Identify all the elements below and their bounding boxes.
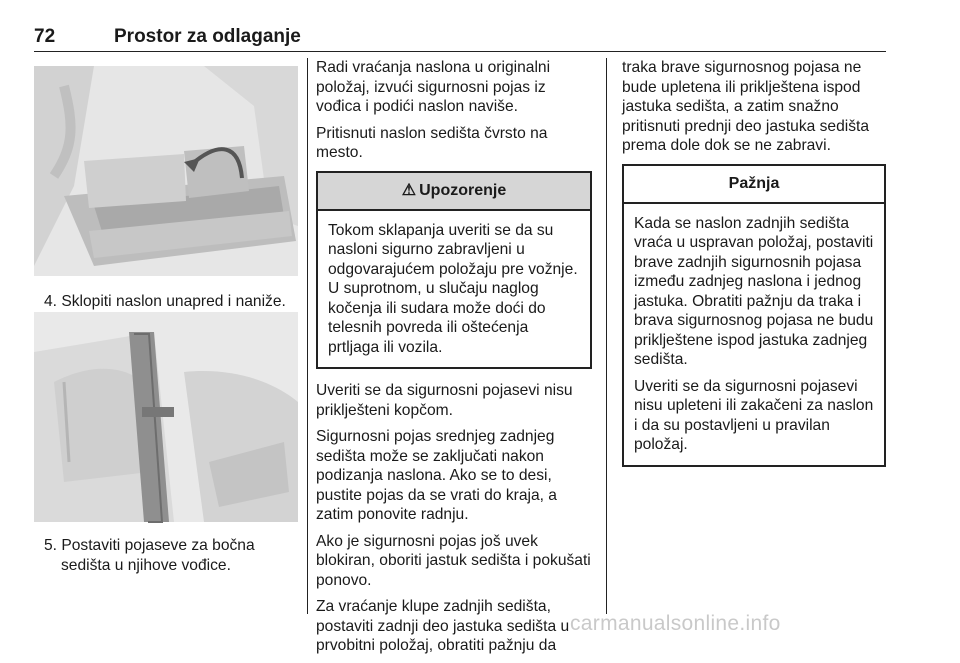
paragraph: Radi vraćanja naslona u originalni položaj, izvući sigurnosni pojas iz vođica i podići naslon naviše.: [316, 59, 551, 115]
paragraph: Ako je sigurnosni pojas još uvek blokiran, oboriti jastuk sedišta i pokušati ponovo.: [316, 532, 591, 589]
paragraph: Uveriti se da sigurnosni pojasevi nisu priklješteni kopčom.: [316, 382, 573, 419]
note-text: Kada se naslon zadnjih sedišta vraća u uspravan položaj, postaviti brave zadnjih sigurnosnih pojasa između zadnjeg naslona i jednog jastuka. Obratiti pažnju da traka i brava sigurnosnog pojasa ne budu priklještene ispod jastuka zadnjeg sedišta.: [634, 214, 874, 368]
column-divider: [307, 58, 308, 614]
figure-seat-fold: [34, 66, 298, 276]
figure-seat-belt-guide: [34, 312, 298, 522]
watermark: carmanualsonline.info: [570, 612, 781, 635]
page-title: Prostor za odlaganje: [114, 26, 301, 47]
paragraph: Za vraćanje klupe zadnjih sedišta, postaviti zadnji deo jastuka sedišta u prvobitni položaj, obratiti pažnju da: [316, 598, 570, 654]
warning-title: Upozorenje: [419, 181, 507, 199]
paragraph: Pritisnuti naslon sedišta čvrsto na mesto.: [316, 124, 548, 161]
note-header: [624, 166, 884, 204]
note-box: [622, 164, 886, 467]
text-column-2: [316, 58, 592, 663]
seat-belt-illustration: [34, 312, 298, 522]
seat-fold-illustration: [34, 66, 298, 276]
column-divider: [606, 58, 607, 614]
step-4-text: 4. Sklopiti naslon unapred i naniže.: [44, 293, 286, 310]
warning-text: Tokom sklapanja uveriti se da su nasloni sigurno zabravljeni u odgovarajućem položaju pre vožnje. U suprotnom, u slučaju naglog kočenja ili sudara može doći do telesnih povreda ili oštećenja prtljaga ili vozila.: [328, 221, 578, 356]
paragraph: Sigurnosni pojas srednjeg zadnjeg sedišta može se zaključati nakon podizanja naslona. Ako se to desi, pustite pojas da se vrati do kraja, a zatim ponovite radnju.: [316, 428, 557, 523]
warning-icon: ⚠: [401, 181, 417, 199]
note-title: Pažnja: [728, 174, 780, 192]
page-number: 72: [34, 26, 56, 47]
warning-box: [316, 171, 592, 370]
warning-header: [318, 173, 590, 211]
step-5-text: 5. Postaviti pojaseve za bočna sedišta u njihove vođice.: [44, 537, 255, 574]
text-column-3: [622, 58, 886, 467]
note-text: Uveriti se da sigurnosni pojasevi nisu upleteni ili zakačeni za naslon i da su postavljeni u pravilan položaj.: [634, 377, 874, 453]
page-header: [34, 24, 886, 52]
paragraph: traka brave sigurnosnog pojasa ne bude upletena ili priklještena ispod jastuka sedišta, a zatim snažno pritisnuti prednji deo jastuka sedišta prema dole dok se ne zabravi.: [622, 59, 870, 154]
